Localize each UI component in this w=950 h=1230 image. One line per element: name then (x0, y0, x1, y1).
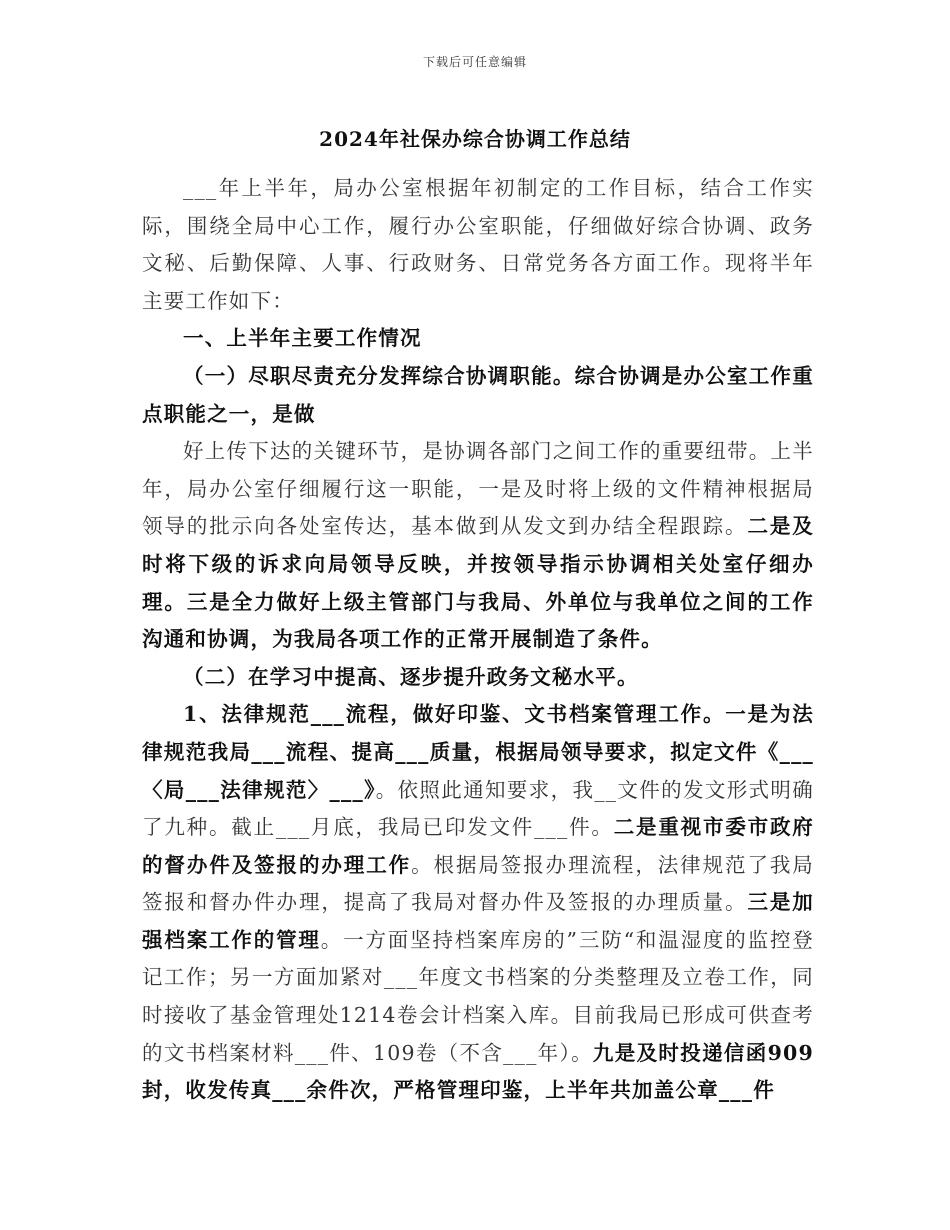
item-1-bold-text-2: 二是重视市委市政府的督办件及签报的办理工作 (142, 815, 814, 877)
subsection-1-text: 好上传下达的关键环节，是协调各部门之间工作的重要纽带。上半年，局办公室仔细履行这一职能，一是及时将上级的文件精神根据局领导的批示向各处室传达，基本做到从发文到办结全程跟踪。 (142, 439, 814, 539)
subsection-1-paragraph (142, 433, 814, 659)
item-1-text-3: 。一方面坚持档案库房的”三防“和温湿度的监控登记工作；另一方面加紧对___年度文书档案的分类整理及立卷工作，同时接收了基金管理处1214卷会计档案入库。目前我局已形成可供查考的文书档案材料___件、109卷（不含___年）。 (142, 927, 814, 1065)
item-1-text-2: 。根据局签报办理流程，法律规范了我局签报和督办件办理，提高了我局对督办件及签报的办理质量。 (142, 852, 814, 915)
section-heading: 一、上半年主要工作情况 (183, 326, 422, 351)
item-1-paragraph (142, 696, 814, 1110)
document-title: 2024年社保办综合协调工作总结 (319, 127, 631, 151)
subsection-1-bold-text: 二是及时将下级的诉求向局领导反映，并按领导指示协调相关处室仔细办理。三是全力做好上级主管部门与我局、外单位与我单位之间的工作沟通和协调，为我局各项工作的正常开展制造了条件。 (142, 514, 814, 652)
page-header-note: 下载后可任意编辑 (422, 55, 527, 69)
subsection-heading-1: （一）尽职尽责充分发挥综合协调职能。综合协调是办公室工作重点职能之一，是做 (142, 363, 814, 426)
item-1-text: 。依照此通知要求，我__文件的发文形式明确了九种。截止___月底，我局已印发文件___件。 (142, 777, 814, 840)
item-1-bold-text-4: 九是及时投递信函909封，收发传真___余件次，严格管理印鉴，上半年共加盖公章___件 (142, 1040, 814, 1103)
item-1-bold-text: 1、法律规范___流程，做好印鉴、文书档案管理工作。一是为法律规范我局___流程、提高___质量，根据局领导要求，拟定文件《___〈局___法律规范〉___》 (142, 702, 814, 802)
document-body (142, 170, 814, 1110)
item-1-bold-text-3: 三是加强档案工作的管理 (142, 890, 814, 952)
subsection-heading-2: （二）在学习中提高、逐步提升政务文秘水平。 (183, 664, 639, 689)
intro-paragraph: ___年上半年，局办公室根据年初制定的工作目标，结合工作实际，围绕全局中心工作，履行办公室职能，仔细做好综合协调、政务文秘、后勤保障、人事、行政财务、日常党务各方面工作。现将半年主要工作如下： (142, 176, 814, 313)
